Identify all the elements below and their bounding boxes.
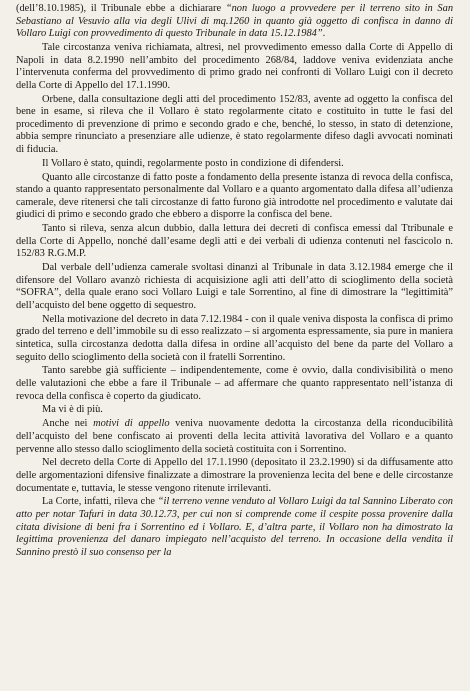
paragraph-13 bbox=[16, 496, 453, 559]
paragraph-5: Quanto alle circostanze di fatto poste a fondamento della presente istanza di revoca della confisca, stando a quanto rappresentato personalmente dal Vollaro e a quanto argomentato dalla difesa all’udienza camerale, deve ritenersi che tali circostanze di fatto furono già introdotte nel procedimento e valutate dai giudici di primo e secondo grado che ebbero a disporre la confisca del bene. bbox=[16, 171, 453, 221]
p1-end: . bbox=[322, 28, 326, 40]
p1-text: (dell’8.10.1985), il Tribunale ebbe a dichiarare bbox=[16, 3, 226, 14]
paragraph-2: Tale circostanza veniva richiamata, altresì, nel provvedimento emesso dalla Corte di Appello di Napoli in data 8.2.1990 nell’ambito del procedimento 268/84, laddove veniva evidenziata anche l’intervenuta conferma del provvedimento di primo grado nei confronti di Vollaro Luigi con il decreto della Corte di Appello del 17.1.1990. bbox=[16, 42, 453, 91]
p1-quote: “non luogo a provvedere per il terreno sito in San Sebastiano al Vesuvio alla via degli Ulivi di mq.1260 in quanto già oggetto di confisca in danno di Vollaro Luigi con provvedimento di questo Tribunale in data 15.12.1984” bbox=[16, 3, 454, 40]
paragraph-11 bbox=[16, 418, 453, 456]
p11-text-end: veniva nuovamente dedotta la circostanza della riconducibilità dell’acquisto del bene confiscato ai proventi della lecita attività lavorativa del Vollaro e a quanto pervenne allo stesso dallo scioglimento della società costituita con i Sorrentino. bbox=[16, 418, 453, 455]
paragraph-12: Nel decreto della Corte di Appello del 17.1.1990 (depositato il 23.2.1990) si da diffusamente atto delle argomentazioni difensive finalizzate a dimostrare la provenienza lecita del bene e delle circostanze documentate e, tuttavia, le stesse vengono ritenute irrilevanti. bbox=[16, 457, 453, 494]
paragraph-6: Tanto si rileva, senza alcun dubbio, dalla lettura dei decreti di confisca emessi dal Ttribunale e della Corte di Appello, nonché dall’esame degli atti e dei verbali di udienza contenuti nel fascicolo n. 152/83 R.G.M.P. bbox=[16, 223, 453, 260]
p13-text: La Corte, infatti, rileva che bbox=[42, 496, 158, 508]
paragraph-10: Ma vi è di più. bbox=[42, 404, 103, 416]
paragraph-7: Dal verbale dell’udienza camerale svoltasi dinanzi al Tribunale in data 3.12.1984 emerge che il difensore del Vollaro avanzò richiesta di acquisizione agli atti dell’atto di scioglimento della società “SOFRA”, della quale erano soci Vollaro Luigi e tale Sorrentino, al fine di dimostrare la “legittimità” dell’acquisto del bene oggetto di sequestro. bbox=[16, 262, 453, 311]
paragraph-3: Orbene, dalla consultazione degli atti del procedimento 152/83, avente ad oggetto la confisca del bene in esame, si rileva che il Vollaro è stato regolarmente citato e costituito in tutte le fasi del procedimento di prevenzione di primo e secondo grado e che, benché, lo stesso, in stato di detenzione, abbia sempre rinunciato a presenziare alle udienze, è stato regolarmente difeso dagli avvocati nominati di fiducia. bbox=[16, 93, 453, 155]
p11-text: Anche nei bbox=[42, 418, 94, 430]
p11-emphasis: motivi di appello bbox=[93, 418, 170, 430]
paragraph-9: Tanto sarebbe già sufficiente – indipendentemente, come è ovvio, dalla condivisibilità o meno delle valutazioni che ebbe a fare il Tribunale – ad affermare che quanto rappresentato nell’istanza di revoca della confisca è coperto da giudicato. bbox=[16, 365, 453, 402]
paragraph-1 bbox=[16, 3, 453, 41]
paragraph-4: Il Vollaro è stato, quindi, regolarmente posto in condizione di difendersi. bbox=[42, 157, 344, 169]
p13-quote: “il terreno venne venduto al Vollaro Luigi da tal Sannino Liberato con atto per notar Tafuri in data 30.12.73, per cui non si comprende come il cespite possa provenire dalla citata divisione di beni fra i Sorrentino ed i Vollaro. E, d’altra parte, il Vollaro non ha dimostrato la legittima provenienza del danaro impiegato nell’acquisto del terreno. In occasione della vendita il Sannino prestò il suo consenso per la bbox=[16, 496, 453, 558]
paragraph-8: Nella motivazione del decreto in data 7.12.1984 - con il quale veniva disposta la confisca di primo grado del terreno e dell’immobile su di esso realizzato – si argomenta espressamente, sia pure in maniera sintetica, sulla circostanza dedotta dalla difesa in ordine all’acquisto del bene da parte del Vollaro a seguito dello scioglimento della società con il fratelli Sorrentino. bbox=[16, 313, 453, 363]
